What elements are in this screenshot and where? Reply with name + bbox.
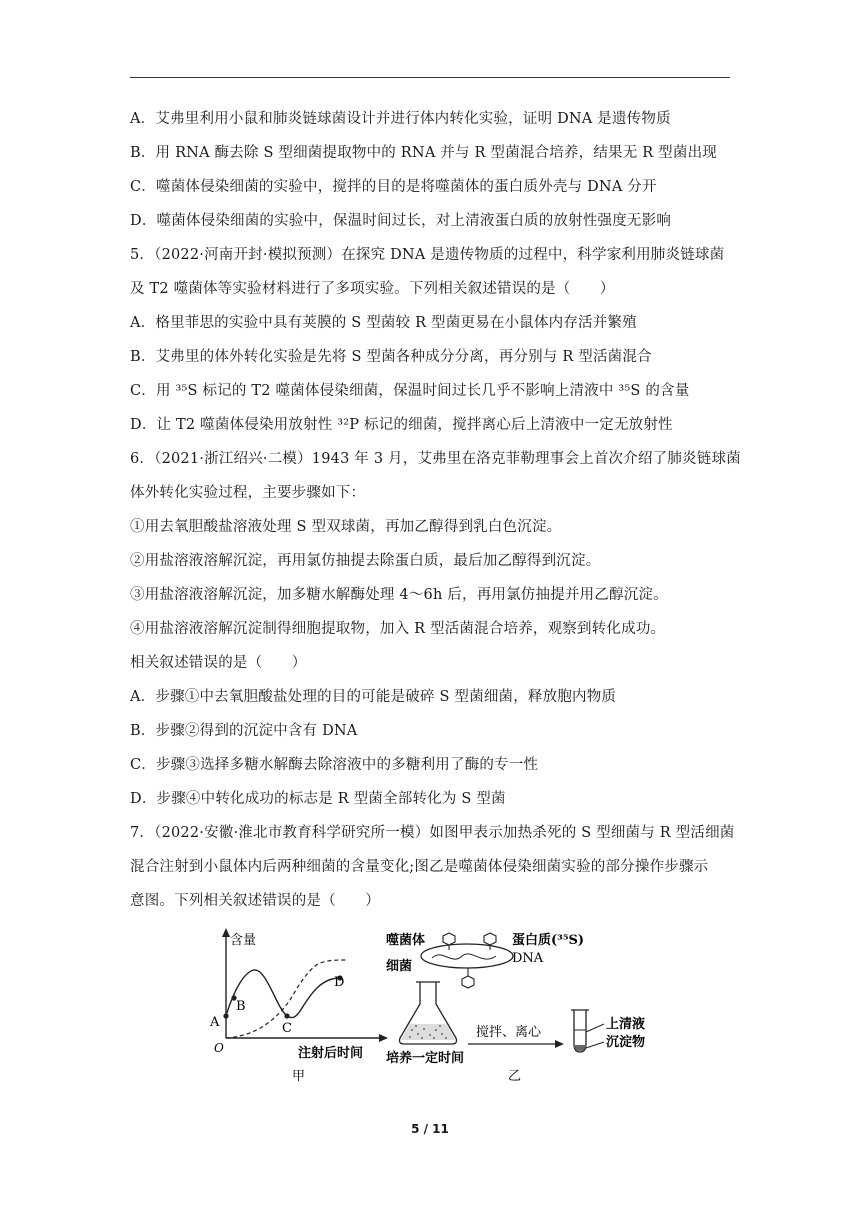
- point-d-label: D: [334, 975, 345, 990]
- y-axis-arrow: [222, 928, 230, 937]
- text-line: D．噬菌体侵染细菌的实验中，保温时间过长，对上清液蛋白质的放射性强度无影响: [130, 213, 672, 229]
- phage-head-1: [443, 933, 455, 945]
- y-axis-label: 含量: [230, 933, 257, 948]
- caption-jia: 甲: [292, 1069, 306, 1084]
- sediment-label: 沉淀物: [606, 1035, 646, 1050]
- dna-label: DNA: [512, 951, 544, 966]
- text-line: 5．（2022·河南开封·模拟预测）在探究 DNA 是遗传物质的过程中，科学家利用肺炎链球菌: [130, 247, 725, 263]
- x-axis-label: 注射后时间: [298, 1046, 364, 1061]
- bacteria-label: 细菌: [386, 959, 413, 974]
- text-line: B．艾弗里的体外转化实验是先将 S 型菌各种成分分离，再分别与 R 型活菌混合: [130, 349, 652, 365]
- text-line: 7．（2022·安徽·淮北市教育科学研究所一模）如图甲表示加热杀死的 S 型细菌与 R 型活细菌: [130, 825, 735, 841]
- point-a: [223, 1013, 228, 1018]
- figure-jia-yi: [200, 920, 740, 1090]
- text-line: 相关叙述错误的是（ ）: [130, 655, 307, 671]
- text-line: A．格里菲思的实验中具有荚膜的 S 型菌较 R 型菌更易在小鼠体内存活并繁殖: [130, 315, 637, 331]
- text-line: 及 T2 噬菌体等实验材料进行了多项实验。下列相关叙述错误的是（ ）: [130, 281, 615, 297]
- point-c-label: C: [282, 1021, 292, 1036]
- culture-label: 培养一定时间: [386, 1051, 465, 1066]
- caption-yi: 乙: [508, 1069, 522, 1084]
- graph-jia: [209, 928, 388, 1084]
- text-line: A．艾弗里利用小鼠和肺炎链球菌设计并进行体内转化实验，证明 DNA 是遗传物质: [130, 111, 671, 127]
- text-line: 6．（2021·浙江绍兴·二模）1943 年 3 月，艾弗里在洛克菲勒理事会上首次介绍了肺炎链球菌: [130, 451, 741, 467]
- figure-svg: [200, 920, 740, 1090]
- flask-liquid: [401, 1024, 455, 1040]
- text-line: ④用盐溶液溶解沉淀制得细胞提取物，加入 R 型活菌混合培养，观察到转化成功。: [130, 621, 666, 637]
- text-line: D．步骤④中转化成功的标志是 R 型菌全部转化为 S 型菌: [130, 791, 506, 807]
- text-line: A．步骤①中去氧胆酸盐处理的目的可能是破碎 S 型菌细菌，释放胞内物质: [130, 689, 617, 705]
- text-line: C．用 ³⁵S 标记的 T2 噬菌体侵染细菌，保温时间过长几乎不影响上清液中 ³⁵S 的含量: [130, 383, 690, 399]
- text-line: C．噬菌体侵染细菌的实验中，搅拌的目的是将噬菌体的蛋白质外壳与 DNA 分开: [130, 179, 657, 195]
- phage-head-3: [462, 976, 474, 988]
- text-line: ②用盐溶液溶解沉淀，再用氯仿抽提去除蛋白质，最后加乙醇得到沉淀。: [130, 553, 601, 569]
- page-number: 5 / 11: [411, 1122, 449, 1136]
- point-b-label: B: [236, 999, 246, 1014]
- point-c: [284, 1013, 289, 1018]
- text-line: 混合注射到小鼠体内后两种细菌的含量变化;图乙是噬菌体侵染细菌实验的部分操作步骤示: [130, 859, 709, 875]
- phage-head-2: [484, 933, 496, 945]
- text-line: C．步骤③选择多糖水解酶去除溶液中的多糖利用了酶的专一性: [130, 757, 539, 773]
- text-line: 体外转化实验过程，主要步骤如下：: [130, 485, 366, 501]
- diagram-yi: [386, 932, 645, 1084]
- text-line: ①用去氧胆酸盐溶液处理 S 型双球菌，再加乙醇得到乳白色沉淀。: [130, 519, 562, 535]
- supernatant-label: 上清液: [606, 1017, 646, 1032]
- origin-label: O: [214, 1041, 224, 1055]
- phage-label: 噬菌体: [386, 933, 426, 948]
- point-a-label: A: [210, 1015, 220, 1030]
- protein-label: 蛋白质(³⁵S): [512, 933, 585, 948]
- text-line: B．用 RNA 酶去除 S 型细菌提取物中的 RNA 并与 R 型菌混合培养，结果无 R 型菌出现: [130, 145, 717, 161]
- text-line: D．让 T2 噬菌体侵染用放射性 ³²P 标记的细菌，搅拌离心后上清液中一定无放射性: [130, 417, 673, 433]
- text-line: ③用盐溶液溶解沉淀，加多糖水解酶处理 4～6h 后，再用氯仿抽提并用乙醇沉淀。: [130, 587, 668, 603]
- text-line: B．步骤②得到的沉淀中含有 DNA: [130, 723, 358, 739]
- arrow-label: 搅拌、离心: [476, 1025, 542, 1040]
- header-rule: [130, 77, 730, 78]
- text-line: 意图。下列相关叙述错误的是（ ）: [130, 893, 380, 909]
- x-axis-arrow: [379, 1034, 388, 1042]
